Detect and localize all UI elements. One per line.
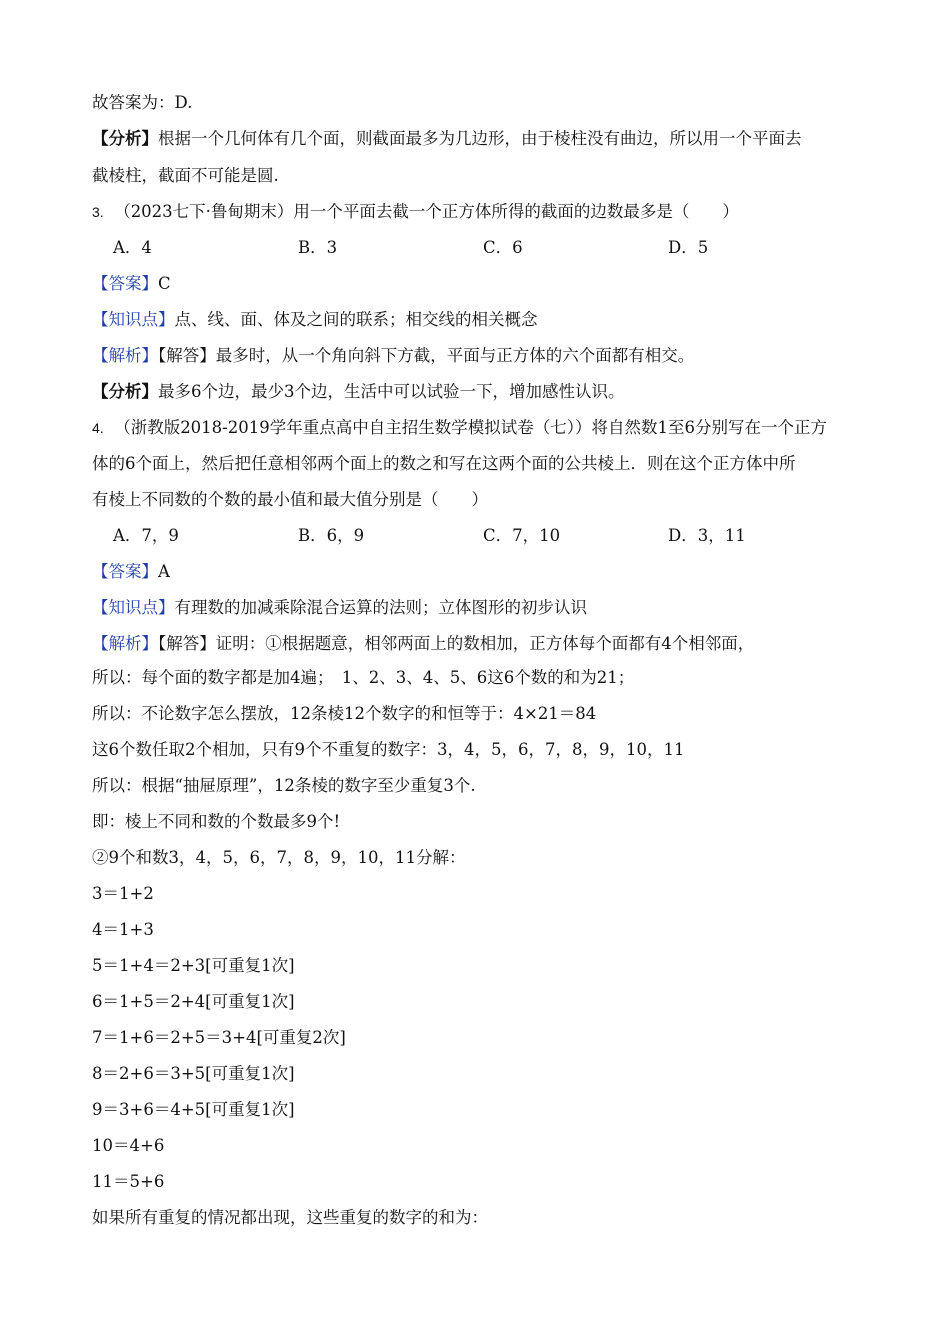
answer-label: 【答案】 <box>92 274 158 293</box>
q4-answer <box>92 561 170 583</box>
analysis-label: 【分析】 <box>92 382 158 401</box>
answer-value: A <box>158 562 170 581</box>
q3-option-a: A．4 <box>113 238 152 257</box>
solution-line: 11＝5+6 <box>92 1172 165 1191</box>
previous-answer-line: 故答案为：D. <box>92 93 193 112</box>
knowledge-label: 【知识点】 <box>92 310 175 329</box>
q4-option-a: A．7，9 <box>113 526 179 545</box>
question-4-stem-3: 有棱上不同数的个数的最小值和最大值分别是（ ） <box>92 490 488 509</box>
q3-answer <box>92 273 171 295</box>
q3-option-b: B．3 <box>298 238 338 257</box>
question-4-stem-2: 体的6个面上，然后把任意相邻两个面上的数之和写在这两个面的公共棱上．则在这个正方体中所 <box>92 454 796 473</box>
q3-knowledge <box>92 309 538 331</box>
q4-solution <box>92 633 754 655</box>
solution-line: 4＝1+3 <box>92 920 154 939</box>
solution-line: 9＝3+6＝4+5[可重复1次] <box>92 1100 295 1119</box>
solution-line: 所以：不论数字怎么摆放，12条棱12个数字的和恒等于：4×21＝84 <box>92 704 597 723</box>
answer-value: C <box>158 274 171 293</box>
knowledge-text: 点、线、面、体及之间的联系；相交线的相关概念 <box>174 310 538 329</box>
q4-option-d: D．3，11 <box>668 526 746 545</box>
q3-option-c: C．6 <box>483 238 523 257</box>
solution-text: 【解答】最多时，从一个角向斜下方截，平面与正方体的六个面都有相交。 <box>158 346 695 365</box>
solution-label: 【解析】 <box>92 634 158 653</box>
answer-label: 【答案】 <box>92 562 158 581</box>
question-text: （浙教版2018-2019学年重点高中自主招生数学模拟试卷（七））将自然数1至6分别写在一个正方 <box>114 418 827 437</box>
solution-line: 所以：根据“抽屉原理”，12条棱的数字至少重复3个. <box>92 776 476 795</box>
solution-text: 【解答】证明：①根据题意，相邻两面上的数相加，正方体每个面都有4个相邻面， <box>158 634 755 653</box>
solution-line: 即：棱上不同和数的个数最多9个! <box>92 812 341 831</box>
q3-option-d: D．5 <box>668 238 709 257</box>
solution-line: 7＝1+6＝2+5＝3+4[可重复2次] <box>92 1028 346 1047</box>
question-number: 4. <box>92 420 104 436</box>
q4-knowledge <box>92 597 587 619</box>
solution-line: 8＝2+6＝3+5[可重复1次] <box>92 1064 295 1083</box>
solution-line: 所以：每个面的数字都是加4遍； 1、2、3、4、5、6这6个数的和为21； <box>92 668 635 687</box>
question-3-stem <box>92 201 739 223</box>
knowledge-text: 有理数的加减乘除混合运算的法则；立体图形的初步认识 <box>174 598 587 617</box>
previous-analysis-line-1 <box>92 128 802 150</box>
question-text: （2023七下·鲁甸期末）用一个平面去截一个正方体所得的截面的边数最多是（ ） <box>114 202 739 221</box>
solution-line: 10＝4+6 <box>92 1136 165 1155</box>
q3-analysis <box>92 381 625 403</box>
q4-option-b: B．6，9 <box>298 526 365 545</box>
q3-solution <box>92 345 694 367</box>
q4-option-c: C．7，10 <box>483 526 561 545</box>
solution-line: ②9个和数3，4，5，6，7，8，9，10，11分解： <box>92 848 466 867</box>
solution-line: 5＝1+4＝2+3[可重复1次] <box>92 956 295 975</box>
solution-line: 3＝1+2 <box>92 884 154 903</box>
knowledge-label: 【知识点】 <box>92 598 175 617</box>
question-4-stem-1 <box>92 417 827 439</box>
solution-line: 6＝1+5＝2+4[可重复1次] <box>92 992 295 1011</box>
previous-analysis-line-2: 截棱柱，截面不可能是圆. <box>92 166 279 185</box>
analysis-text: 最多6个边，最少3个边，生活中可以试验一下，增加感性认识。 <box>158 382 625 401</box>
solution-label: 【解析】 <box>92 346 158 365</box>
analysis-label: 【分析】 <box>92 129 158 148</box>
analysis-text: 根据一个几何体有几个面，则截面最多为几边形，由于棱柱没有曲边，所以用一个平面去 <box>158 129 802 148</box>
solution-line: 如果所有重复的情况都出现，这些重复的数字的和为： <box>92 1208 488 1227</box>
question-number: 3. <box>92 204 104 220</box>
solution-line: 这6个数任取2个相加，只有9个不重复的数字：3，4，5，6，7，8，9，10，11 <box>92 740 685 759</box>
